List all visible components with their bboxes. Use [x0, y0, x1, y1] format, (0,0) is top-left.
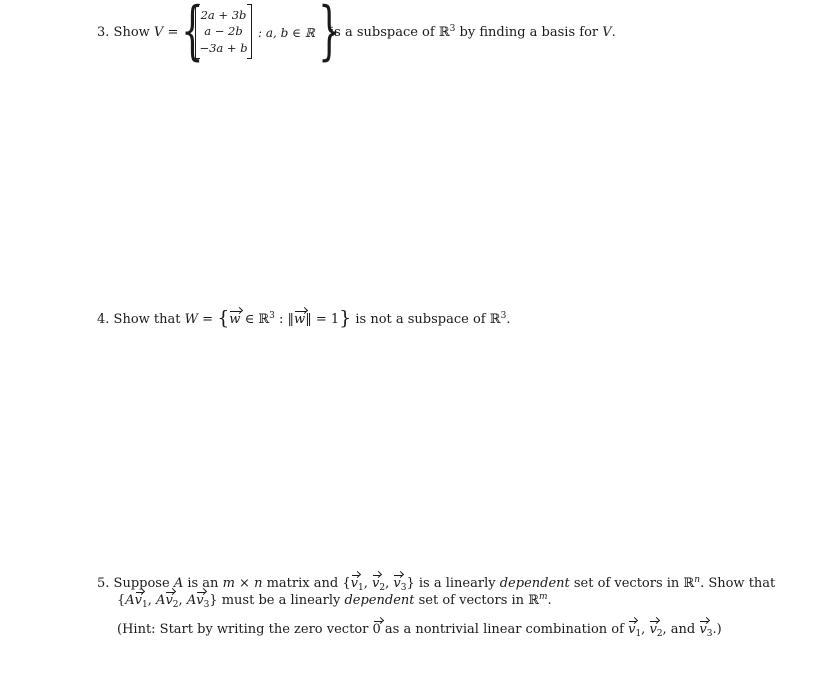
- matrix-row-2: a − 2b: [204, 24, 243, 38]
- problem-4: 4. Show that W = {w ∈ ℝ$^3$ : ‖w‖ = 1} is not a subspace of ℝ$^3$.: [97, 307, 511, 329]
- problem-3-lead: 3. Show V =: [97, 25, 179, 40]
- emphasis-dependent: dependent: [499, 576, 570, 591]
- problem-number: 3.: [97, 25, 110, 40]
- matrix-row-1: 2a + 3b: [200, 8, 247, 22]
- matrix-row-3: −3a + b: [199, 41, 248, 55]
- zero-vector: 0: [372, 622, 381, 637]
- column-vector: [195, 4, 252, 59]
- emphasis-dependent: dependent: [344, 593, 415, 608]
- left-set-brace: {: [181, 0, 204, 68]
- right-set-brace: }: [318, 0, 341, 68]
- set-condition: : a, b ∈ ℝ: [258, 26, 315, 40]
- problem-5-line-2: {$Av_1$, $Av_2$, $Av_3$} must be a linearly dependent set of vectors in ℝ$^m$.: [117, 592, 552, 610]
- w-vector: w: [294, 312, 306, 327]
- problem-number: 5.: [97, 576, 110, 591]
- problem-3-tail: is a subspace of ℝ$^3$ by finding a basis for V.: [330, 24, 616, 40]
- problem-5-line-1: 5. Suppose A is an m × n matrix and {$v_1$, $v_2$, $v_3$} is a linearly dependent set of vectors in ℝ$^n$. Show that: [97, 575, 776, 593]
- w-vector: w: [229, 312, 241, 327]
- problem-5-hint: (Hint: Start by writing the zero vector 0 as a nontrivial linear combination of $v_1$, $v_2$, and $v_3$.): [117, 622, 722, 639]
- problem-number: 4.: [97, 312, 110, 327]
